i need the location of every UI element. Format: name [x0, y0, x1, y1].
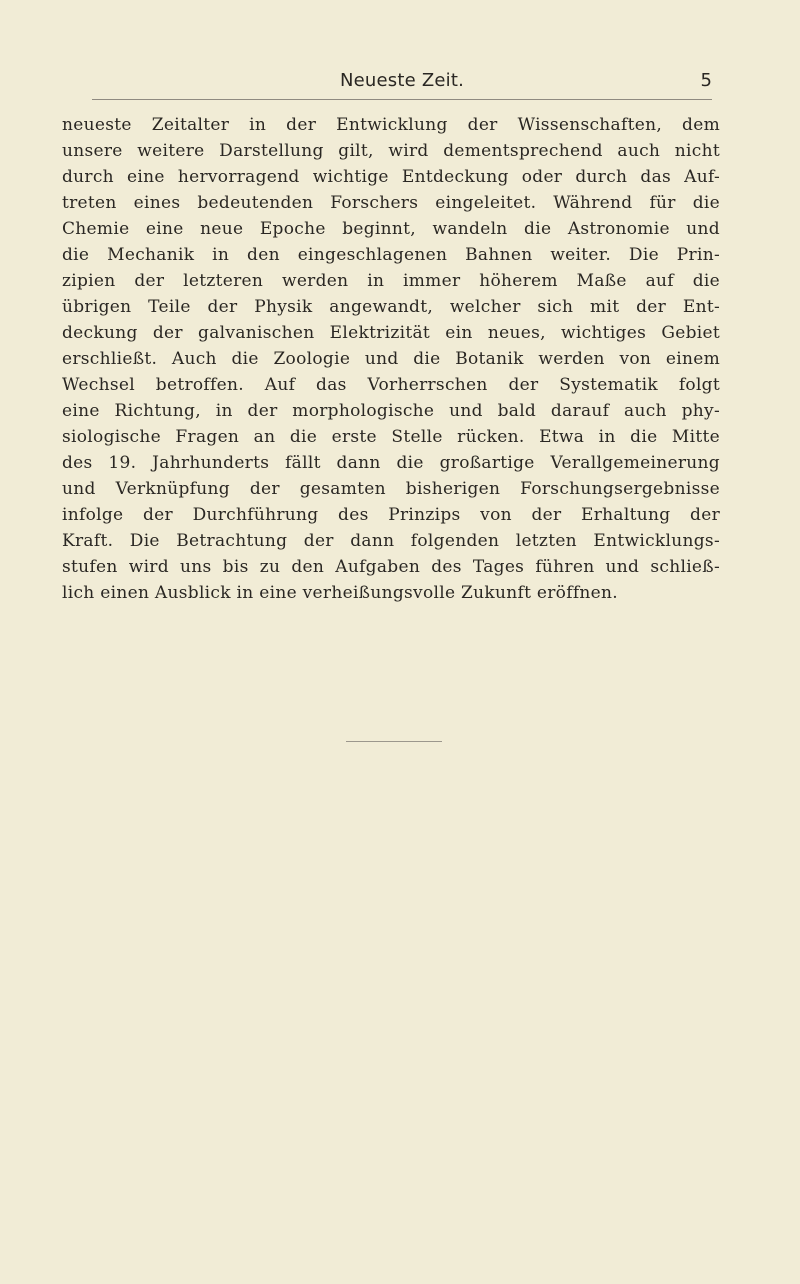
text-line: Wechsel betroffen. Auf das Vorherrschen der Systematik folgt: [62, 375, 720, 395]
text-line: deckung der galvanischen Elektrizität ein neues, wichtiges Gebiet: [62, 323, 720, 343]
text-line: übrigen Teile der Physik angewandt, welcher sich mit der Ent-: [62, 297, 720, 317]
text-line: durch eine hervorragend wichtige Entdeckung oder durch das Auf-: [62, 167, 720, 187]
text-line: und Verknüpfung der gesamten bisherigen Forschungsergebnisse: [62, 479, 720, 499]
header-rule: [92, 99, 712, 100]
text-line: treten eines bedeutenden Forschers eingeleitet. Während für die: [62, 193, 720, 213]
section-end-rule: [346, 741, 442, 742]
running-head: [92, 70, 712, 100]
text-line: die Mechanik in den eingeschlagenen Bahnen weiter. Die Prin-: [62, 245, 720, 265]
text-line-last: lich einen Ausblick in eine verheißungsvolle Zukunft eröffnen.: [62, 583, 618, 603]
text-line: infolge der Durchführung des Prinzips von der Erhaltung der: [62, 505, 720, 525]
page-number: 5: [700, 70, 712, 91]
text-line: Kraft. Die Betrachtung der dann folgenden letzten Entwicklungs-: [62, 531, 720, 551]
running-title: Neueste Zeit.: [339, 70, 465, 91]
text-line: stufen wird uns bis zu den Aufgaben des Tages führen und schließ-: [62, 557, 720, 577]
text-line: Chemie eine neue Epoche beginnt, wandeln die Astronomie und: [62, 219, 720, 239]
text-line: siologische Fragen an die erste Stelle rücken. Etwa in die Mitte: [62, 427, 720, 447]
text-line: erschließt. Auch die Zoologie und die Botanik werden von einem: [62, 349, 720, 369]
text-line: neueste Zeitalter in der Entwicklung der Wissenschaften, dem: [62, 115, 720, 135]
text-line: unsere weitere Darstellung gilt, wird dementsprechend auch nicht: [62, 141, 720, 161]
text-line: eine Richtung, in der morphologische und bald darauf auch phy-: [62, 401, 720, 421]
body-paragraph: [62, 112, 720, 606]
text-line: des 19. Jahrhunderts fällt dann die großartige Verallgemeinerung: [62, 453, 720, 473]
text-line: zipien der letzteren werden in immer höherem Maße auf die: [62, 271, 720, 291]
